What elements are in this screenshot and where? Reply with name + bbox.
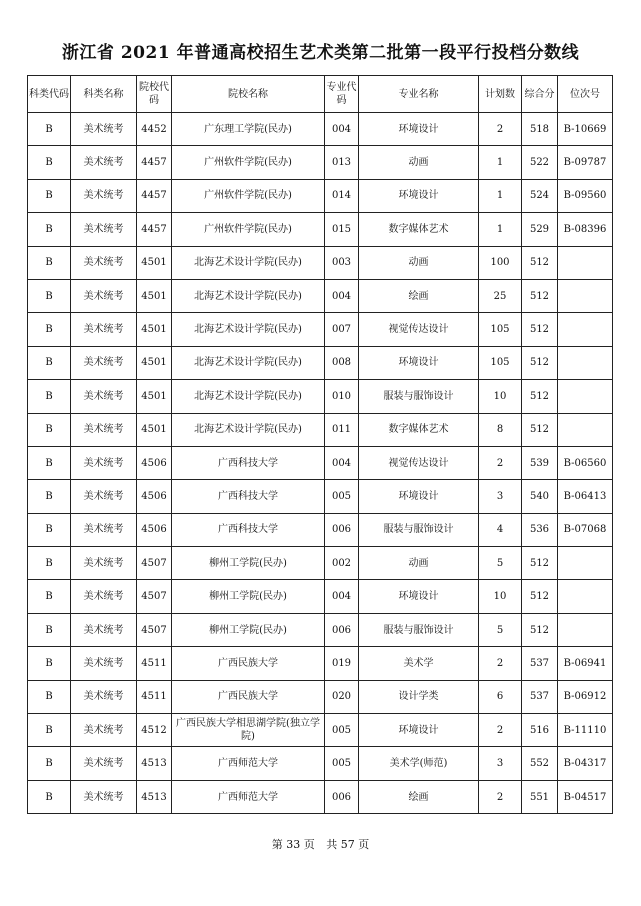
cell-score: 512 xyxy=(522,413,558,446)
cell-rank: B-11110 xyxy=(558,714,613,747)
cell-category-name: 美术统考 xyxy=(71,680,137,713)
cell-score: 512 xyxy=(522,380,558,413)
table-row xyxy=(28,313,613,346)
cell-major-name: 动画 xyxy=(359,246,479,279)
table-row xyxy=(28,213,613,246)
cell-major-code: 004 xyxy=(325,580,359,613)
cell-plan-count: 6 xyxy=(479,680,522,713)
cell-rank xyxy=(558,346,613,379)
cell-major-code: 006 xyxy=(325,780,359,813)
cell-score: 537 xyxy=(522,647,558,680)
header-major-code: 专业代码 xyxy=(325,76,359,113)
cell-rank: B-08396 xyxy=(558,213,613,246)
cell-plan-count: 1 xyxy=(479,213,522,246)
table-row xyxy=(28,113,613,146)
cell-category-name: 美术统考 xyxy=(71,246,137,279)
cell-school-code: 4507 xyxy=(137,613,172,646)
table-row xyxy=(28,780,613,813)
cell-school-name: 广西科技大学 xyxy=(172,446,325,479)
cell-school-code: 4513 xyxy=(137,780,172,813)
table-row xyxy=(28,647,613,680)
cell-school-code: 4511 xyxy=(137,647,172,680)
cell-plan-count: 5 xyxy=(479,547,522,580)
table-row xyxy=(28,680,613,713)
cell-plan-count: 3 xyxy=(479,480,522,513)
cell-score: 512 xyxy=(522,346,558,379)
cell-score: 540 xyxy=(522,480,558,513)
cell-school-name: 广西科技大学 xyxy=(172,480,325,513)
cell-major-name: 动画 xyxy=(359,146,479,179)
cell-category-code: B xyxy=(28,179,71,212)
cell-score: 539 xyxy=(522,446,558,479)
cell-category-name: 美术统考 xyxy=(71,413,137,446)
cell-plan-count: 2 xyxy=(479,113,522,146)
cell-school-code: 4501 xyxy=(137,346,172,379)
cell-category-name: 美术统考 xyxy=(71,179,137,212)
cell-category-name: 美术统考 xyxy=(71,313,137,346)
header-category-code: 科类代码 xyxy=(28,76,71,113)
cell-school-name: 北海艺术设计学院(民办) xyxy=(172,346,325,379)
cell-score: 551 xyxy=(522,780,558,813)
cell-plan-count: 105 xyxy=(479,313,522,346)
cell-category-name: 美术统考 xyxy=(71,480,137,513)
cell-major-code: 014 xyxy=(325,179,359,212)
cell-rank: B-04317 xyxy=(558,747,613,780)
cell-major-code: 020 xyxy=(325,680,359,713)
cell-category-code: B xyxy=(28,446,71,479)
cell-school-name: 北海艺术设计学院(民办) xyxy=(172,413,325,446)
cell-category-code: B xyxy=(28,313,71,346)
cell-plan-count: 8 xyxy=(479,413,522,446)
cell-rank: B-04517 xyxy=(558,780,613,813)
cell-school-code: 4513 xyxy=(137,747,172,780)
cell-school-name: 广东理工学院(民办) xyxy=(172,113,325,146)
table-row xyxy=(28,580,613,613)
cell-score: 512 xyxy=(522,246,558,279)
cell-plan-count: 2 xyxy=(479,714,522,747)
cell-school-code: 4501 xyxy=(137,246,172,279)
cell-school-name: 广州软件学院(民办) xyxy=(172,146,325,179)
cell-score: 529 xyxy=(522,213,558,246)
cell-category-name: 美术统考 xyxy=(71,714,137,747)
table-row xyxy=(28,413,613,446)
cell-plan-count: 2 xyxy=(479,446,522,479)
cell-category-code: B xyxy=(28,714,71,747)
cell-rank xyxy=(558,580,613,613)
cell-major-name: 美术学(师范) xyxy=(359,747,479,780)
cell-school-code: 4501 xyxy=(137,279,172,312)
cell-school-code: 4512 xyxy=(137,714,172,747)
header-school-name: 院校名称 xyxy=(172,76,325,113)
cell-category-name: 美术统考 xyxy=(71,213,137,246)
cell-major-code: 010 xyxy=(325,380,359,413)
cell-school-name: 广西师范大学 xyxy=(172,747,325,780)
cell-rank: B-06912 xyxy=(558,680,613,713)
cell-category-code: B xyxy=(28,413,71,446)
cell-rank xyxy=(558,246,613,279)
cell-school-code: 4507 xyxy=(137,547,172,580)
cell-rank: B-07068 xyxy=(558,513,613,546)
cell-plan-count: 2 xyxy=(479,647,522,680)
cell-category-name: 美术统考 xyxy=(71,747,137,780)
cell-school-name: 广西民族大学相思湖学院(独立学院) xyxy=(172,714,325,747)
cell-category-code: B xyxy=(28,780,71,813)
table-row xyxy=(28,480,613,513)
cell-category-name: 美术统考 xyxy=(71,580,137,613)
cell-school-name: 柳州工学院(民办) xyxy=(172,613,325,646)
cell-category-name: 美术统考 xyxy=(71,513,137,546)
table-row xyxy=(28,246,613,279)
cell-score: 536 xyxy=(522,513,558,546)
cell-major-name: 数字媒体艺术 xyxy=(359,413,479,446)
cell-major-name: 服装与服饰设计 xyxy=(359,380,479,413)
cell-category-name: 美术统考 xyxy=(71,113,137,146)
cell-school-name: 柳州工学院(民办) xyxy=(172,580,325,613)
cell-category-name: 美术统考 xyxy=(71,380,137,413)
cell-major-code: 019 xyxy=(325,647,359,680)
cell-school-code: 4511 xyxy=(137,680,172,713)
cell-school-name: 北海艺术设计学院(民办) xyxy=(172,246,325,279)
page-footer xyxy=(0,836,641,852)
table-row xyxy=(28,714,613,747)
cell-major-name: 环境设计 xyxy=(359,714,479,747)
cell-school-code: 4501 xyxy=(137,380,172,413)
cell-plan-count: 2 xyxy=(479,780,522,813)
cell-school-name: 北海艺术设计学院(民办) xyxy=(172,380,325,413)
cell-plan-count: 3 xyxy=(479,747,522,780)
cell-category-name: 美术统考 xyxy=(71,279,137,312)
cell-rank: B-09560 xyxy=(558,179,613,212)
cell-score: 512 xyxy=(522,547,558,580)
cell-plan-count: 4 xyxy=(479,513,522,546)
cell-school-name: 广西民族大学 xyxy=(172,680,325,713)
page-total: 共 57 页 xyxy=(326,838,370,851)
cell-major-code: 006 xyxy=(325,613,359,646)
cell-school-name: 北海艺术设计学院(民办) xyxy=(172,279,325,312)
cell-major-name: 绘画 xyxy=(359,279,479,312)
cell-plan-count: 25 xyxy=(479,279,522,312)
cell-school-code: 4452 xyxy=(137,113,172,146)
cell-school-code: 4457 xyxy=(137,213,172,246)
cell-major-name: 服装与服饰设计 xyxy=(359,613,479,646)
cell-major-code: 006 xyxy=(325,513,359,546)
table-row xyxy=(28,179,613,212)
table-row xyxy=(28,513,613,546)
cell-category-name: 美术统考 xyxy=(71,780,137,813)
cell-rank: B-10669 xyxy=(558,113,613,146)
cell-school-code: 4506 xyxy=(137,480,172,513)
header-score: 综合分 xyxy=(522,76,558,113)
cell-category-code: B xyxy=(28,380,71,413)
cell-major-name: 视觉传达设计 xyxy=(359,446,479,479)
cell-plan-count: 105 xyxy=(479,346,522,379)
cell-plan-count: 10 xyxy=(479,380,522,413)
cell-score: 552 xyxy=(522,747,558,780)
cell-category-code: B xyxy=(28,480,71,513)
table-row xyxy=(28,146,613,179)
cell-category-code: B xyxy=(28,613,71,646)
cell-plan-count: 5 xyxy=(479,613,522,646)
cell-category-code: B xyxy=(28,113,71,146)
cell-major-code: 005 xyxy=(325,747,359,780)
cell-score: 512 xyxy=(522,313,558,346)
cell-score: 524 xyxy=(522,179,558,212)
cell-score: 512 xyxy=(522,580,558,613)
cell-major-code: 007 xyxy=(325,313,359,346)
cell-rank xyxy=(558,547,613,580)
cell-category-code: B xyxy=(28,346,71,379)
cell-category-code: B xyxy=(28,279,71,312)
cell-school-name: 广州软件学院(民办) xyxy=(172,213,325,246)
cell-school-name: 广州软件学院(民办) xyxy=(172,179,325,212)
cell-major-code: 005 xyxy=(325,714,359,747)
header-school-code: 院校代码 xyxy=(137,76,172,113)
cell-school-name: 广西科技大学 xyxy=(172,513,325,546)
cell-plan-count: 1 xyxy=(479,146,522,179)
table-body xyxy=(28,113,613,814)
cell-category-name: 美术统考 xyxy=(71,547,137,580)
cell-category-code: B xyxy=(28,747,71,780)
cell-rank xyxy=(558,413,613,446)
cell-major-name: 环境设计 xyxy=(359,580,479,613)
cell-category-name: 美术统考 xyxy=(71,446,137,479)
cell-school-code: 4507 xyxy=(137,580,172,613)
table-row xyxy=(28,747,613,780)
cell-major-name: 设计学类 xyxy=(359,680,479,713)
cell-major-code: 004 xyxy=(325,446,359,479)
cell-category-code: B xyxy=(28,647,71,680)
cell-score: 512 xyxy=(522,613,558,646)
cell-rank xyxy=(558,279,613,312)
cell-major-name: 绘画 xyxy=(359,780,479,813)
cell-score: 516 xyxy=(522,714,558,747)
cell-major-name: 环境设计 xyxy=(359,346,479,379)
cell-plan-count: 10 xyxy=(479,580,522,613)
cell-major-code: 011 xyxy=(325,413,359,446)
cell-major-code: 003 xyxy=(325,246,359,279)
cell-score: 522 xyxy=(522,146,558,179)
cell-school-code: 4506 xyxy=(137,446,172,479)
cell-rank xyxy=(558,313,613,346)
table-row xyxy=(28,380,613,413)
cell-school-code: 4457 xyxy=(137,146,172,179)
cell-category-code: B xyxy=(28,213,71,246)
cell-major-name: 环境设计 xyxy=(359,480,479,513)
header-category-name: 科类名称 xyxy=(71,76,137,113)
cell-rank: B-06560 xyxy=(558,446,613,479)
cell-category-code: B xyxy=(28,513,71,546)
page-number: 第 33 页 xyxy=(271,838,315,851)
cell-school-code: 4501 xyxy=(137,313,172,346)
cell-plan-count: 100 xyxy=(479,246,522,279)
cell-school-name: 广西师范大学 xyxy=(172,780,325,813)
cell-rank xyxy=(558,613,613,646)
cell-category-code: B xyxy=(28,680,71,713)
cell-rank xyxy=(558,380,613,413)
cell-major-name: 动画 xyxy=(359,547,479,580)
cell-category-code: B xyxy=(28,547,71,580)
table-row xyxy=(28,547,613,580)
cell-category-code: B xyxy=(28,246,71,279)
cell-school-name: 北海艺术设计学院(民办) xyxy=(172,313,325,346)
cell-major-code: 004 xyxy=(325,279,359,312)
cell-category-name: 美术统考 xyxy=(71,146,137,179)
cell-category-code: B xyxy=(28,580,71,613)
cell-school-code: 4457 xyxy=(137,179,172,212)
header-major-name: 专业名称 xyxy=(359,76,479,113)
cell-major-code: 008 xyxy=(325,346,359,379)
cell-major-name: 服装与服饰设计 xyxy=(359,513,479,546)
cell-major-code: 013 xyxy=(325,146,359,179)
cell-major-code: 015 xyxy=(325,213,359,246)
cell-rank: B-06941 xyxy=(558,647,613,680)
table-header-row xyxy=(28,76,613,113)
cell-school-name: 柳州工学院(民办) xyxy=(172,547,325,580)
table-row xyxy=(28,279,613,312)
cell-score: 512 xyxy=(522,279,558,312)
cell-rank: B-09787 xyxy=(558,146,613,179)
cell-school-code: 4501 xyxy=(137,413,172,446)
cell-major-name: 数字媒体艺术 xyxy=(359,213,479,246)
cell-major-code: 004 xyxy=(325,113,359,146)
cell-category-name: 美术统考 xyxy=(71,647,137,680)
cell-major-code: 002 xyxy=(325,547,359,580)
cell-rank: B-06413 xyxy=(558,480,613,513)
cell-score: 537 xyxy=(522,680,558,713)
cell-major-name: 环境设计 xyxy=(359,179,479,212)
document-title: 浙江省 2021 年普通高校招生艺术类第二批第一段平行投档分数线 xyxy=(61,43,580,63)
cell-category-code: B xyxy=(28,146,71,179)
cell-school-name: 广西民族大学 xyxy=(172,647,325,680)
table-row xyxy=(28,346,613,379)
cell-category-name: 美术统考 xyxy=(71,613,137,646)
cell-score: 518 xyxy=(522,113,558,146)
cell-major-name: 视觉传达设计 xyxy=(359,313,479,346)
cell-major-name: 美术学 xyxy=(359,647,479,680)
cell-plan-count: 1 xyxy=(479,179,522,212)
score-table xyxy=(27,75,613,814)
cell-school-code: 4506 xyxy=(137,513,172,546)
cell-major-code: 005 xyxy=(325,480,359,513)
cell-category-name: 美术统考 xyxy=(71,346,137,379)
table-row xyxy=(28,446,613,479)
cell-major-name: 环境设计 xyxy=(359,113,479,146)
header-rank: 位次号 xyxy=(558,76,613,113)
table-row xyxy=(28,613,613,646)
header-plan-count: 计划数 xyxy=(479,76,522,113)
